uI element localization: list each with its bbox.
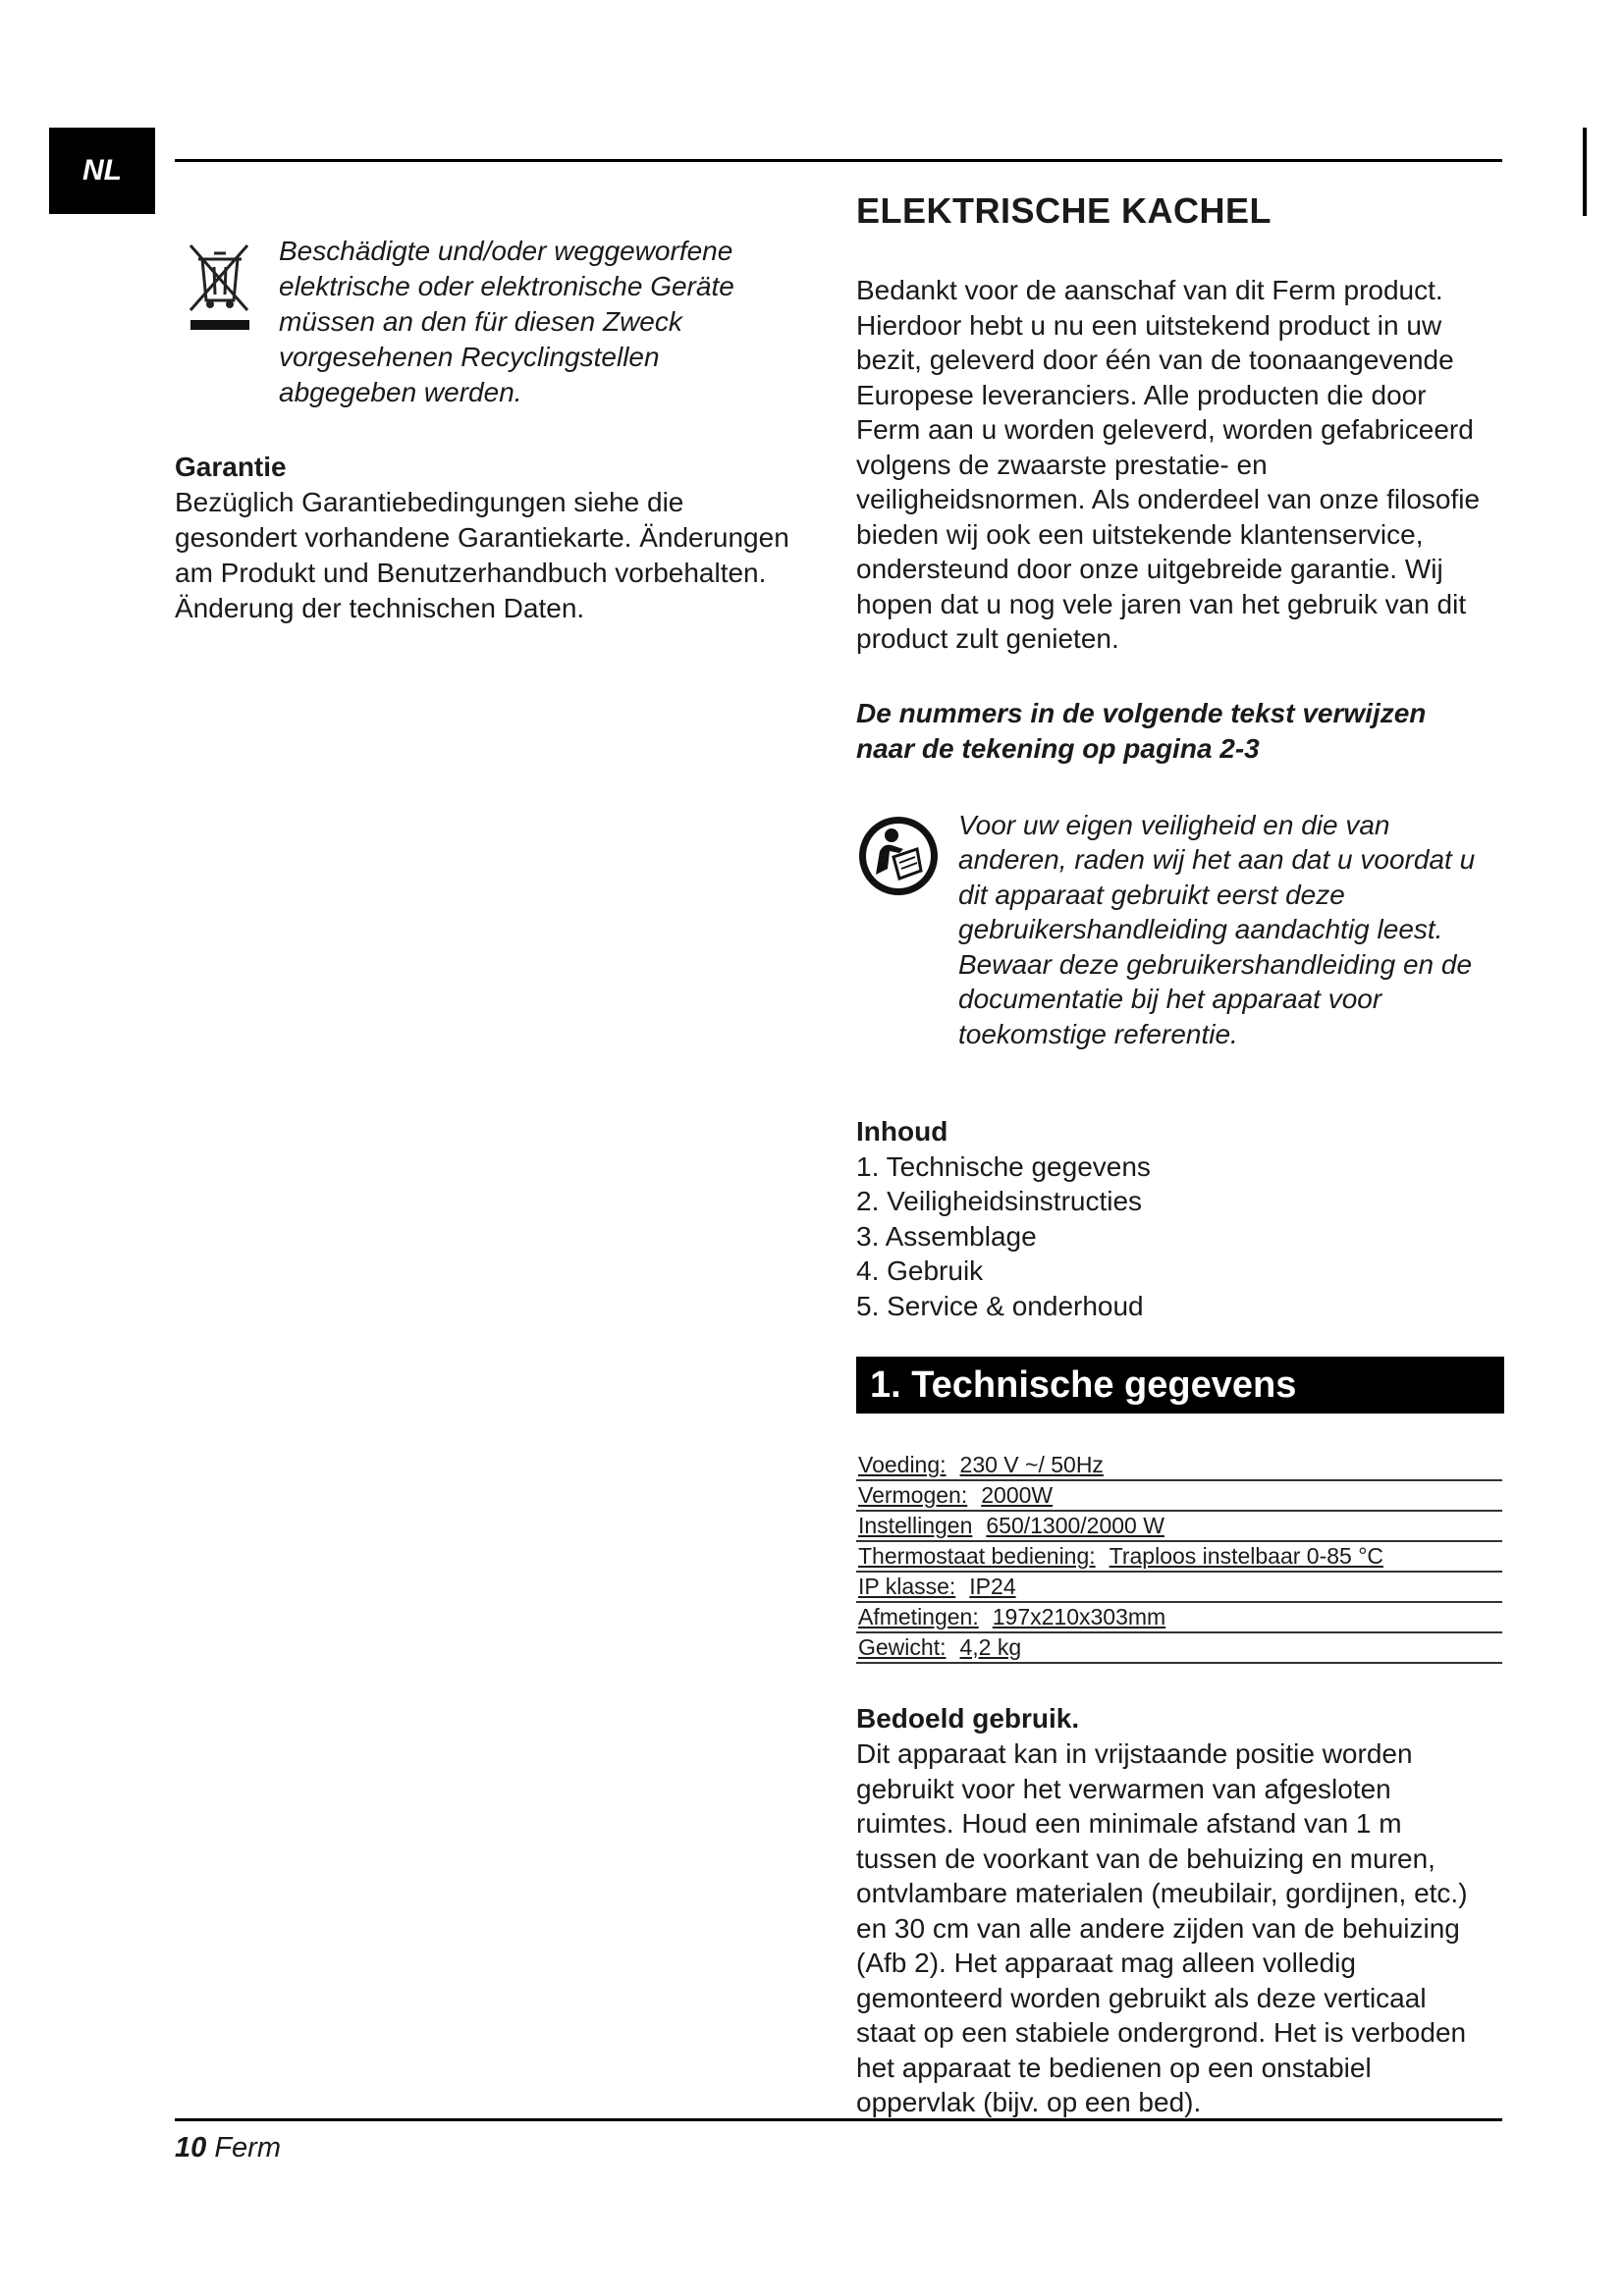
intro-line: veiligheidsnormen. Als onderdeel van onze filosofie bbox=[856, 484, 1481, 514]
weee-notice bbox=[175, 234, 823, 430]
intended-use-paragraph bbox=[856, 1736, 1504, 2120]
spec-row bbox=[856, 1542, 1502, 1573]
intended-use-line: ontvlambare materialen (meubilair, gordijnen, etc.) bbox=[856, 1878, 1468, 1908]
spec-label: IP klasse: bbox=[858, 1574, 956, 1599]
intro-line: hopen dat u nog vele jaren van het gebruik van dit bbox=[856, 588, 1467, 619]
spec-row bbox=[856, 1573, 1502, 1603]
drawing-reference-note bbox=[856, 696, 1504, 767]
weee-line: abgegeben werden. bbox=[279, 377, 522, 407]
weee-line: Beschädigte und/oder weggeworfene bbox=[279, 236, 733, 266]
garantie-line: Änderung der technischen Daten. bbox=[175, 593, 585, 623]
left-column bbox=[175, 234, 823, 626]
contents-item: 5. Service & onderhoud bbox=[856, 1290, 1144, 1321]
spec-value: 4,2 kg bbox=[959, 1634, 1022, 1660]
weee-line: müssen an den für diesen Zweck bbox=[279, 306, 682, 337]
contents-item: 4. Gebruik bbox=[856, 1255, 984, 1286]
spec-value: 197x210x303mm bbox=[992, 1604, 1166, 1629]
weee-line: vorgesehenen Recyclingstellen bbox=[279, 342, 660, 372]
intended-use-line: staat op een stabiele ondergrond. Het is verboden bbox=[856, 2017, 1467, 2048]
intended-use-line: en 30 cm van alle andere zijden van de behuizing bbox=[856, 1912, 1460, 1944]
spec-label: Thermostaat bediening: bbox=[858, 1543, 1096, 1569]
intended-use-line: ruimtes. Houd een minimale afstand van 1 m bbox=[856, 1808, 1402, 1839]
spec-row bbox=[856, 1633, 1502, 1664]
page-title: ELEKTRISCHE KACHEL bbox=[856, 190, 1272, 231]
intended-use-line: gebruikt voor het verwarmen van afgesloten bbox=[856, 1773, 1391, 1804]
intro-line: product zult genieten. bbox=[856, 623, 1119, 654]
margin-bar bbox=[1583, 128, 1587, 216]
language-tab: NL bbox=[49, 128, 155, 214]
garantie-line: Bezüglich Garantiebedingungen siehe die bbox=[175, 487, 684, 517]
read-manual-icon bbox=[856, 814, 941, 898]
spec-value: Traploos instelbaar 0-85 °C bbox=[1109, 1543, 1384, 1569]
contents-item: 3. Assemblage bbox=[856, 1220, 1037, 1252]
note-line: naar de tekening op pagina 2-3 bbox=[856, 732, 1260, 764]
safety-line: documentatie bij het apparaat voor bbox=[958, 984, 1382, 1014]
spec-row bbox=[856, 1603, 1502, 1633]
intended-use-line: Dit apparaat kan in vrijstaande positie worden bbox=[856, 1738, 1413, 1769]
intro-line: ondersteund door onze uitgebreide garantie. Wij bbox=[856, 554, 1443, 584]
page-number: 10 bbox=[175, 2132, 207, 2163]
safety-notice bbox=[856, 808, 1504, 1063]
spec-label: Afmetingen: bbox=[858, 1604, 979, 1629]
spec-table bbox=[856, 1451, 1502, 1664]
intended-use-line: tussen de voorkant van de behuizing en muren, bbox=[856, 1842, 1435, 1874]
contents-list bbox=[856, 1149, 1504, 1324]
inhoud-heading: Inhoud bbox=[856, 1115, 948, 1147]
spec-value: 650/1300/2000 W bbox=[986, 1513, 1164, 1538]
contents-item: 2. Veiligheidsinstructies bbox=[856, 1186, 1143, 1216]
spec-row bbox=[856, 1481, 1502, 1512]
intro-line: bieden wij ook een uitstekende klantenservice, bbox=[856, 518, 1424, 550]
right-column bbox=[856, 190, 1504, 2120]
spec-value: 230 V ~/ 50Hz bbox=[959, 1452, 1104, 1477]
safety-line: gebruikershandleiding aandachtig leest. bbox=[958, 914, 1443, 944]
intended-use-heading: Bedoeld gebruik. bbox=[856, 1703, 1080, 1734]
top-rule bbox=[175, 159, 1502, 162]
safety-line: Bewaar deze gebruikershandleiding en de bbox=[958, 948, 1473, 980]
spec-label: Gewicht: bbox=[858, 1634, 947, 1660]
safety-line: dit apparaat gebruikt eerst deze bbox=[958, 879, 1345, 910]
contents-item: 1. Technische gegevens bbox=[856, 1150, 1151, 1182]
intended-use-line: (Afb 2). Het apparaat mag alleen volledig bbox=[856, 1948, 1356, 1978]
garantie-line: am Produkt und Benutzerhandbuch vorbehalten. bbox=[175, 558, 767, 588]
intro-line: Hierdoor hebt u nu een uitstekend product in uw bbox=[856, 309, 1442, 341]
spec-value: 2000W bbox=[981, 1482, 1054, 1508]
intro-line: Europese leveranciers. Alle producten die door bbox=[856, 379, 1427, 410]
safety-line: toekomstige referentie. bbox=[958, 1018, 1238, 1049]
spec-row bbox=[856, 1451, 1502, 1481]
intended-use-line: het apparaat te bedienen op een onstabiel bbox=[856, 2052, 1372, 2083]
spec-label: Voeding: bbox=[858, 1452, 947, 1477]
page-footer bbox=[175, 2132, 281, 2164]
note-line: De nummers in de volgende tekst verwijzen bbox=[856, 697, 1427, 728]
intro-paragraph bbox=[856, 273, 1504, 657]
safety-line: Voor uw eigen veiligheid en die van bbox=[958, 809, 1390, 840]
intended-use-line: gemonteerd worden gebruikt als deze verticaal bbox=[856, 1982, 1427, 2013]
garantie-heading: Garantie bbox=[175, 452, 287, 482]
spec-row bbox=[856, 1512, 1502, 1542]
intro-line: bezit, geleverd door één van de toonaangevende bbox=[856, 345, 1454, 375]
weee-line: elektrische oder elektronische Geräte bbox=[279, 271, 734, 301]
spec-label: Vermogen: bbox=[858, 1482, 968, 1508]
footer-brand: Ferm bbox=[214, 2132, 281, 2163]
safety-line: anderen, raden wij het aan dat u voordat u bbox=[958, 844, 1476, 875]
safety-text bbox=[958, 808, 1504, 1052]
intro-line: volgens de zwaarste prestatie- en bbox=[856, 449, 1268, 480]
intended-use-line: oppervlak (bijv. op een bed). bbox=[856, 2087, 1202, 2117]
spec-label: Instellingen bbox=[858, 1513, 973, 1538]
garantie-line: gesondert vorhandene Garantiekarte. Änderungen bbox=[175, 522, 789, 553]
intro-line: Bedankt voor de aanschaf van dit Ferm product. bbox=[856, 275, 1443, 305]
bottom-rule bbox=[175, 2118, 1502, 2121]
weee-text bbox=[279, 234, 829, 410]
section-heading-technical-data: 1. Technische gegevens bbox=[856, 1357, 1504, 1414]
spec-value: IP24 bbox=[969, 1574, 1016, 1599]
intro-line: Ferm aan u worden geleverd, worden gefabriceerd bbox=[856, 414, 1474, 445]
crossed-bin-icon bbox=[185, 240, 255, 334]
